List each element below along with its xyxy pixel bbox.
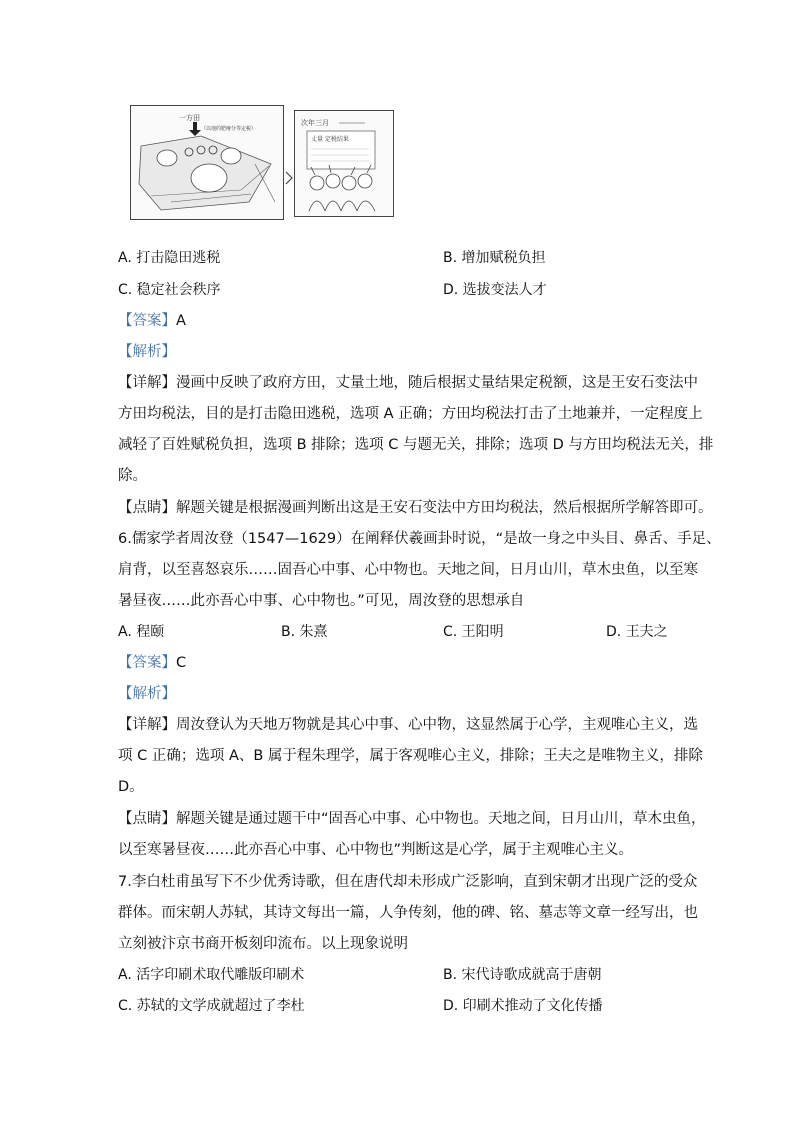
answer-label: 【答案】 <box>118 313 176 329</box>
q6-stem-line-3: 暑昼夜……此亦吾心中事、心中物也。”可见，周汝登的思想承自 <box>118 593 525 609</box>
q5-option-c: C. 稳定社会秩序 <box>118 282 221 298</box>
figure-left-top-text: 一方田 <box>179 114 200 122</box>
key-text: 解题关键是通过题干中“固吾心中事、心中物也。天地之间，日月山川，草木虫鱼， <box>176 811 706 827</box>
q6-answer <box>118 653 688 673</box>
arrow-icon <box>284 168 294 188</box>
q7-stem-line-1: 7.李白杜甫虽写下不少优秀诗歌，但在唐代却未形成广泛影响，直到宋朝才出现广泛的受众 <box>118 874 698 890</box>
q6-detail-line-2: 项 C 正确；选项 A、B 属于程朱理学，属于客观唯心主义，排除；王夫之是唯物主义，排除 <box>118 748 703 764</box>
q6-option-a: A. 程颐 <box>118 624 165 640</box>
key-label: 【点睛】 <box>118 500 176 516</box>
q5-detail-line-1 <box>118 373 698 393</box>
key-label: 【点睛】 <box>118 811 176 827</box>
q5-detail-line-3: 减轻了百姓赋税负担，选项 B 排除；选项 C 与题无关，排除；选项 D 与方田均税法无关，排 <box>118 437 714 453</box>
q7-stem-line-2: 群体。而宋朝人苏轼，其诗文每出一篇，人争传刻，他的碑、铭、墓志等文章一经写出，也 <box>118 905 698 921</box>
q6-analysis-label: 【解析】 <box>118 686 176 702</box>
cartoon-tax-result-drawing <box>295 111 393 216</box>
cartoon-right-panel <box>294 110 394 217</box>
answer-value: C <box>176 655 187 671</box>
q5-answer <box>118 311 688 331</box>
q7-option-a: A. 活字印刷术取代雕版印刷术 <box>118 967 305 983</box>
q5-detail-line-4: 除。 <box>118 468 147 484</box>
detail-text: 周汝登认为天地万物就是其心中事、心中物，这显然属于心学，主观唯心主义，选 <box>176 717 698 733</box>
q5-analysis-label: 【解析】 <box>118 344 176 360</box>
q5-detail-line-2: 方田均税法，目的是打击隐田逃税，选项 A 正确；方田均税法打击了土地兼并，一定程度上 <box>118 406 703 422</box>
detail-label: 【详解】 <box>118 717 176 733</box>
q5-option-d: D. 选拔变法人才 <box>443 282 547 298</box>
figure-right-title: 次年三月 <box>301 119 329 127</box>
cartoon-land-survey-drawing <box>131 106 283 219</box>
q7-option-d: D. 印刷术推动了文化传播 <box>443 998 603 1014</box>
answer-label: 【答案】 <box>118 655 176 671</box>
q6-option-d: D. 王夫之 <box>606 624 668 640</box>
figure-left-caption: （以地的肥瘠分等定税） <box>201 126 257 132</box>
detail-text: 漫画中反映了政府方田，丈量土地，随后根据丈量结果定税额，这是王安石变法中 <box>176 375 698 391</box>
detail-label: 【详解】 <box>118 375 176 391</box>
q5-option-a: A. 打击隐田逃税 <box>118 250 221 266</box>
q6-option-b: B. 朱熹 <box>281 624 328 640</box>
cartoon-left-panel <box>130 105 284 220</box>
q5-option-b: B. 增加赋税负担 <box>443 250 546 266</box>
q6-detail-line-1 <box>118 715 698 735</box>
q6-stem-line-2: 肩背，以至喜怒哀乐……固吾心中事、心中物也。天地之间，日月山川，草木虫鱼，以至寒 <box>118 562 698 578</box>
q6-key-line-1 <box>118 809 706 829</box>
q6-stem-line-1: 6.儒家学者周汝登（1547—1629）在阐释伏羲画卦时说，“是故一身之中头目、鼻舌、手足、 <box>118 531 721 547</box>
q7-option-b: B. 宋代诗歌成就高于唐朝 <box>443 967 602 983</box>
figure-right-subtitle: 丈量 定税结果 <box>311 136 349 143</box>
q6-key-line-2: 以至寒暑昼夜……此亦吾心中事、心中物也”判断这是心学，属于主观唯心主义。 <box>118 842 634 858</box>
q6-detail-line-3: D。 <box>118 779 144 795</box>
key-text: 解题关键是根据漫画判断出这是王安石变法中方田均税法，然后根据所学解答即可。 <box>176 500 713 516</box>
answer-value: A <box>176 313 186 329</box>
q7-option-c: C. 苏轼的文学成就超过了李杜 <box>118 998 305 1014</box>
q5-key-point <box>118 498 713 518</box>
q7-stem-line-3: 立刻被汴京书商开板刻印流布。以上现象说明 <box>118 936 408 952</box>
q6-option-c: C. 王阳明 <box>443 624 504 640</box>
